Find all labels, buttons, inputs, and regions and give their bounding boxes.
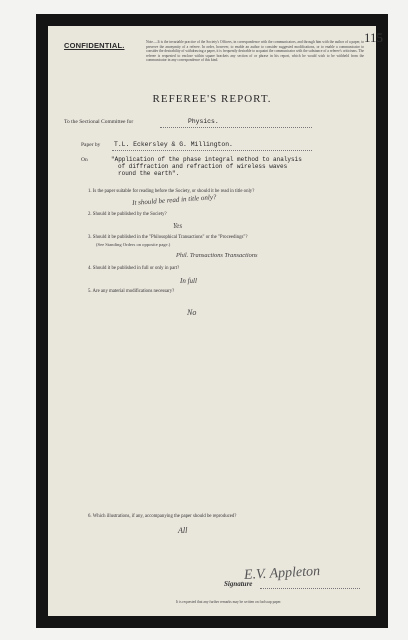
committee-label: To the Sectional Committee for xyxy=(64,119,134,125)
answer-5: No xyxy=(187,308,197,317)
answer-1: It should be read in title only? xyxy=(131,193,217,207)
paper-by-label: Paper by xyxy=(81,142,101,148)
paper-authors: T.L. Eckersley & G. Millington. xyxy=(114,141,233,148)
question-3-note: (See Standing Orders on opposite page.) xyxy=(96,242,171,247)
report-title: REFEREE'S REPORT. xyxy=(152,93,272,105)
answer-2: Yes xyxy=(173,222,183,230)
paper-on-label: On xyxy=(81,157,88,163)
paper-title-line1: "Application of the phase integral method to analysis xyxy=(111,156,302,163)
committee-value: Physics. xyxy=(188,118,219,125)
signature-rule xyxy=(260,588,360,589)
question-2: 2. Should it be published by the Society? xyxy=(88,212,167,217)
confidentiality-note: Note.—It is the invariable practice of the Society's Officers, in correspondence with the communicators, and through him with the author of a paper, to preserve the anonymity of a referee. In order, however, to enable an author to consider suggested modifications, or to enable a communicator to consider the desirability of withdrawing a paper, it is frequently desirable to acquaint the communicator with the substance of a referee's criticisms. The referee is requested to enclose within square brackets any section of or phrase in his report, which he would wish to be withheld from the communicator in any correspondence of this kind. xyxy=(146,40,364,63)
answer-3: Phil. Transactions Transactions xyxy=(176,252,258,259)
question-1: 1. Is the paper suitable for reading before the Society, or should it be read in title only? xyxy=(88,189,255,194)
paper-by-rule xyxy=(112,150,312,151)
answer-6: All xyxy=(178,526,188,535)
question-6: 6. Which illustrations, if any, accompanying the paper should be reproduced? xyxy=(88,514,237,519)
question-5: 5. Are any material modifications necessary? xyxy=(88,289,175,294)
answer-4: In full xyxy=(180,277,197,285)
folio-number: 115 xyxy=(364,30,384,45)
confidential-heading: CONFIDENTIAL. xyxy=(64,41,125,50)
question-3: 3. Should it be published in the "Philosophical Transactions" or the "Proceedings"? xyxy=(88,235,248,240)
question-4: 4. Should it be published in full or only in part? xyxy=(88,266,180,271)
signature-label: Signature xyxy=(224,580,253,588)
signature-value: E.V. Appleton xyxy=(243,564,321,583)
paper-title-line2: of diffraction and refraction of wireless waves xyxy=(118,163,288,170)
referee-report-sheet xyxy=(48,26,384,616)
paper-title-line3: round the earth". xyxy=(118,170,180,177)
committee-rule xyxy=(160,127,312,128)
footer-note: It is requested that any further remarks may be written on foolscap paper. xyxy=(176,600,282,604)
